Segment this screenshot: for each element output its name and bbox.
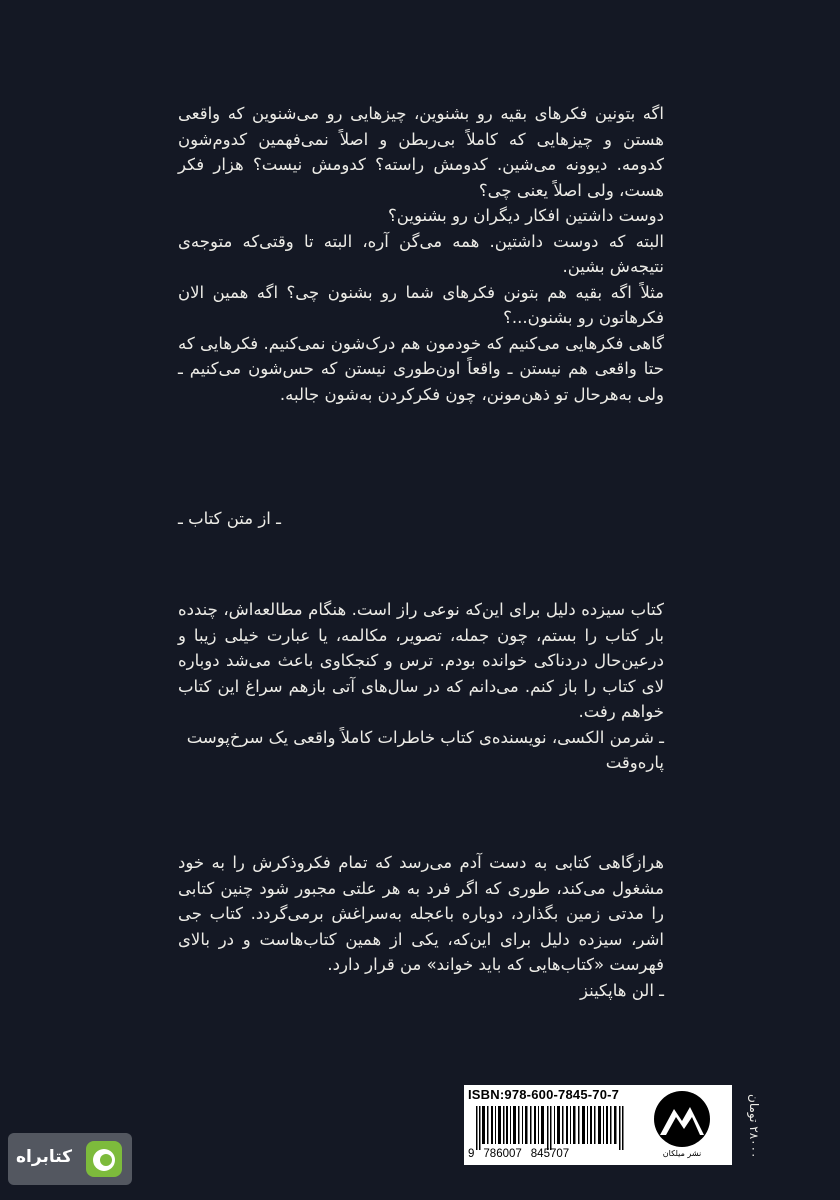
review-ellen-hopkins bbox=[178, 850, 664, 1003]
price-label: ۲۸۰۰۰ تومان bbox=[747, 1093, 761, 1159]
publisher-logo bbox=[636, 1087, 728, 1163]
review-attribution: ـ شرمن الکسی، نویسنده‌ی کتاب خاطرات کاملاً واقعی یک سرخ‌پوست پاره‌وقت bbox=[186, 727, 664, 772]
excerpt-paragraph: دوست داشتین افکار دیگران رو بشنوین؟ bbox=[388, 206, 664, 225]
book-excerpt bbox=[178, 101, 664, 407]
barcode-digits bbox=[468, 1148, 628, 1160]
isbn-label: ISBN:978-600-7845-70-7 bbox=[468, 1087, 620, 1102]
review-sherman-alexie bbox=[178, 597, 664, 776]
review-attribution: ـ الن هاپکینز bbox=[580, 980, 664, 1000]
excerpt-source: ـ از متن کتاب ـ bbox=[178, 509, 281, 528]
publisher-name: نشر میلکان bbox=[662, 1149, 702, 1158]
excerpt-paragraph: گاهی فکرهایی می‌کنیم که خودمون هم درک‌شون نمی‌کنیم. فکرهایی که حتا واقعی هم نیستن ـ واقعاً اون‌طوری نیستن که حس‌شون می‌کنیم ـ ولی به‌هرحال تو ذهن‌مونن، چون فکرکردن به‌شون جالبه. bbox=[178, 333, 664, 404]
ketabrah-watermark[interactable] bbox=[8, 1133, 132, 1185]
ketabrah-logo-icon bbox=[84, 1139, 124, 1179]
barcode-digit-group: 786007 bbox=[483, 1148, 522, 1160]
barcode-panel bbox=[464, 1085, 732, 1165]
review-text: هرازگاهی کتابی به دست آدم می‌رسد که تمام فکروذکرش را به خود مشغول می‌کند، طوری که اگر فرد به هر علتی مجبور شود چنین کتابی را مدتی زمین بگذارد، دوباره باعجله به‌سراغش برمی‌گردد. کتاب جی اشر، سیزده دلیل برای این‌که، یکی از همین کتاب‌هاست و در بالای فهرست «کتاب‌هایی که باید خواند» من قرار دارد. bbox=[178, 853, 664, 974]
barcode-digit-group: 845707 bbox=[530, 1148, 570, 1160]
barcode-digit-group: 9 bbox=[468, 1148, 475, 1160]
barcode-bars bbox=[476, 1106, 626, 1150]
watermark-text: کتابراه bbox=[16, 1147, 73, 1167]
excerpt-paragraph: اگه بتونین فکرهای بقیه رو بشنوین، چیزهایی رو می‌شنوین که واقعی هستن و چیزهایی که کاملاً بی‌ربطن و اصلاً نمی‌فهمین کدوم‌شون کدومه. دیوونه می‌شین. کدومش راسته؟ کدومش نیست؟ هزار فکر هست، ولی اصلاً یعنی چی؟ bbox=[178, 104, 664, 200]
review-text: کتاب سیزده دلیل برای این‌که نوعی راز است. هنگام مطالعه‌اش، چندده بار کتاب را بستم، چون جمله، تصویر، مکالمه، یا عبارت خیلی زیبا و درعین‌حال دردناکی خوانده بودم. ترس و کنجکاوی باعث می‌شد دوباره لای کتاب را باز کنم. می‌دانم که در سال‌های آتی بازهم سراغ این کتاب خواهم رفت. bbox=[178, 600, 664, 721]
excerpt-paragraph: البته که دوست داشتین. همه می‌گن آره، البته تا وقتی‌که متوجه‌ی نتیجه‌ش بشین. bbox=[178, 231, 664, 276]
excerpt-paragraph: مثلاً اگه بقیه هم بتونن فکرهای شما رو بشنون چی؟ اگه همین الان فکرهاتون رو بشنون...؟ bbox=[178, 282, 664, 327]
mountain-logo-icon bbox=[636, 1087, 728, 1149]
